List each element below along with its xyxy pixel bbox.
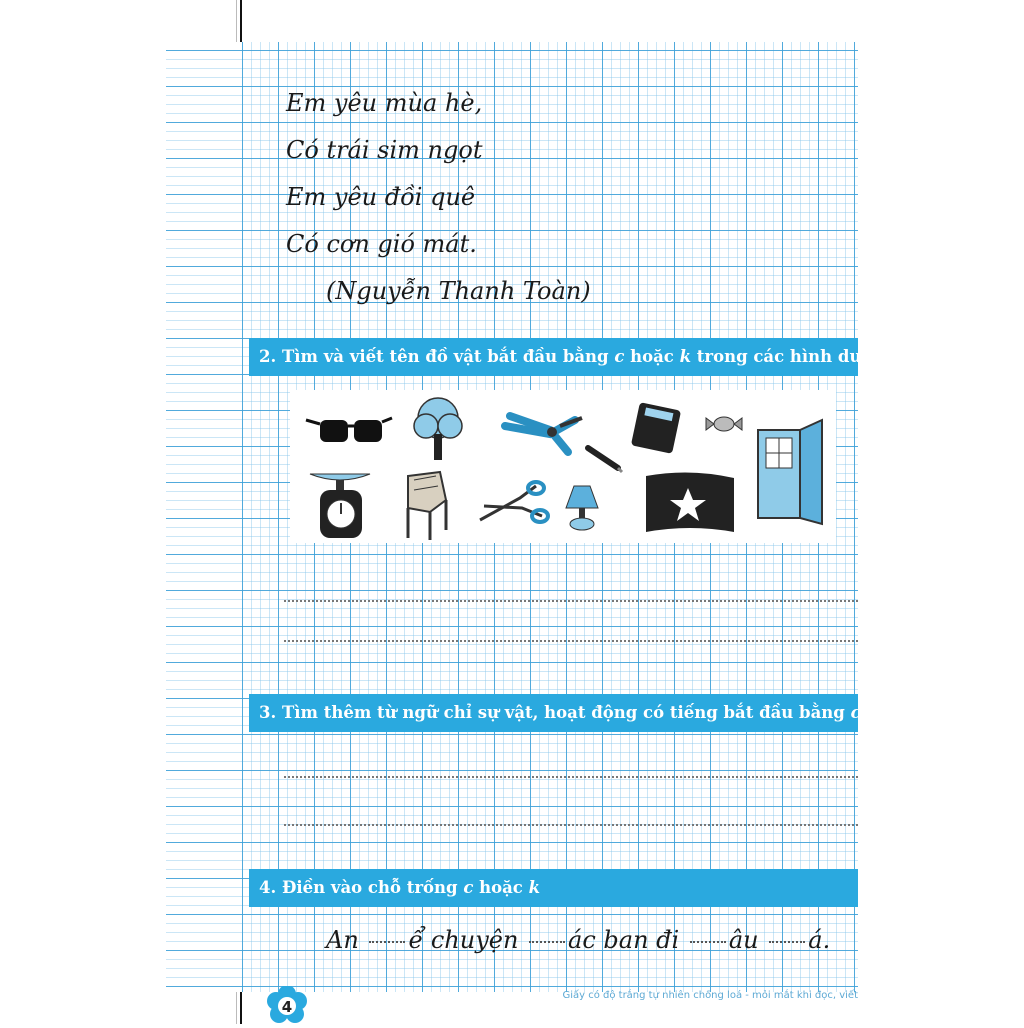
- sentence-word: ể chuyện: [408, 926, 519, 954]
- lamp-icon: [566, 486, 598, 530]
- letter-c: c: [850, 703, 861, 722]
- left-margin-area: [166, 42, 241, 992]
- answer-line[interactable]: [284, 824, 858, 826]
- letter-c: c: [463, 878, 474, 897]
- sentence-word: An: [326, 926, 359, 954]
- fill-blank[interactable]: [369, 941, 405, 943]
- fill-blank[interactable]: [529, 941, 565, 943]
- answer-line[interactable]: [284, 776, 858, 778]
- calculator-icon: [631, 402, 681, 454]
- chair-icon: [408, 472, 446, 540]
- poem-line: Có cơn gió mát.: [286, 230, 477, 258]
- sentence-word: á.: [808, 926, 831, 954]
- answer-line[interactable]: [284, 640, 858, 642]
- picture-panel: [290, 390, 836, 543]
- poem-line: Em yêu đồi quê: [286, 183, 476, 211]
- candy-icon: [706, 417, 742, 431]
- poem: [286, 80, 591, 315]
- tree-icon: [414, 398, 462, 460]
- letter-c: c: [614, 347, 625, 366]
- heading-text: trong các hình dưới đây: [691, 347, 917, 366]
- heading-text: 4. Điền vào chỗ trống: [259, 878, 464, 897]
- scale-icon: [310, 474, 370, 538]
- scissors-icon: [480, 482, 548, 522]
- footer-note: Giấy có độ trắng tự nhiên chống loá - mỏi mắt khi đọc, viết: [562, 990, 858, 1001]
- poem-author: (Nguyễn Thanh Toàn): [326, 277, 591, 305]
- page-number-badge: [262, 986, 312, 1024]
- poem-line: Em yêu mùa hè,: [286, 89, 483, 117]
- exercise-3-heading: [249, 694, 928, 732]
- heading-text: hoặc: [860, 703, 916, 722]
- heading-text: 2. Tìm và viết tên đồ vật bắt đầu bằng: [259, 347, 615, 366]
- letter-k: k: [528, 878, 541, 897]
- flag-icon: [646, 472, 734, 532]
- fill-blank[interactable]: [769, 941, 805, 943]
- heading-text: hoặc: [624, 347, 680, 366]
- page-number: 4: [281, 998, 293, 1016]
- sentence-word: ác ban đi: [568, 926, 680, 954]
- flower-icon: [262, 986, 312, 1024]
- letter-k: k: [915, 703, 928, 722]
- fill-blank[interactable]: [690, 941, 726, 943]
- answer-line[interactable]: [284, 600, 858, 602]
- pen-icon: [588, 448, 622, 472]
- door-icon: [758, 420, 822, 524]
- sentence-word: âu: [728, 926, 759, 954]
- poem-line: Có trái sim ngọt: [286, 136, 483, 164]
- exercise-4-heading: [249, 869, 858, 907]
- glasses-icon: [306, 418, 392, 442]
- heading-text: hoặc: [473, 878, 529, 897]
- pliers-icon: [505, 416, 582, 452]
- fill-in-sentence: [326, 926, 830, 954]
- exercise-2-heading: [249, 338, 917, 376]
- letter-k: k: [679, 347, 692, 366]
- heading-text: 3. Tìm thêm từ ngữ chỉ sự vật, hoạt động có tiếng bắt đầu bằng: [259, 703, 851, 722]
